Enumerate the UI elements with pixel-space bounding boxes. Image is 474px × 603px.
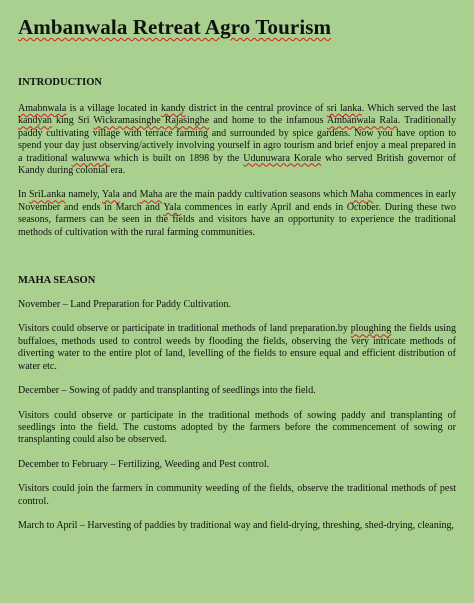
flagged-word: Ambanwala Rala: [327, 115, 398, 127]
intro-paragraph-2: [18, 189, 456, 239]
text-run: is a village located in: [66, 103, 161, 114]
text-run: who served British governor of Kandy during colonial era.: [18, 152, 456, 177]
flagged-word: Maha: [139, 189, 163, 201]
flagged-word: Maha: [350, 189, 374, 201]
text-run: In: [18, 189, 29, 201]
maha-item-december-desc: [18, 410, 456, 447]
text-run: and: [119, 189, 140, 201]
flagged-word: Amabnwala: [18, 103, 67, 114]
text-run: December – Sowing of paddy and transplanting of seedlings into the field.: [18, 385, 316, 397]
introduction-heading: INTRODUCTION: [18, 77, 103, 88]
text-run: commences in early November and ends in March and: [18, 189, 456, 213]
flagged-word: sri lanka: [326, 103, 362, 114]
title-text: Ambanwala Retreat Agro Tourism: [18, 15, 332, 39]
flagged-word: SriLanka: [29, 189, 66, 201]
maha-season-heading: MAHA SEASON: [18, 275, 96, 287]
flagged-word: waluwwa: [71, 152, 110, 164]
maha-item-dec-feb-desc: [18, 483, 456, 508]
text-run: and home to the infamous: [209, 115, 328, 127]
flagged-word: Yala: [163, 201, 182, 213]
text-run: . Which served the last: [361, 103, 456, 114]
text-run: . Traditionally paddy cultivating village with terrace farming and surrounded by spice gardens. Now you have option to spend your day just observing/actively involving yourself in agro tourism and brief enjoy a meal prepared in a traditional: [18, 115, 456, 164]
flagged-word: Yala: [101, 189, 120, 201]
flagged-word: ploughing: [350, 323, 392, 335]
text-run: Visitors could observe or participate in traditional methods of land preparation.by: [18, 323, 351, 335]
flagged-word: Udunuwara Korale: [243, 152, 322, 164]
text-run: December to February – Fertilizing, Weeding and Pest control.: [18, 458, 270, 470]
flagged-word: Wickramasinghe Rajasinghe: [93, 115, 210, 127]
maha-item-mar-apr: [18, 520, 456, 532]
document-title: [18, 0, 456, 40]
maha-item-dec-feb: [18, 459, 456, 471]
intro-paragraph-1: [18, 103, 456, 177]
maha-item-december: [18, 385, 456, 397]
text-run: king Sri: [51, 115, 94, 127]
text-run: the fields using buffaloes, methods used to control weeds by flooding the fields, observing the very intricate methods of diverting water to the entire plot of land, levelling of the fields to ensure equal and efficient distribution of water etc.: [18, 323, 456, 372]
maha-item-november-desc: [18, 323, 456, 373]
text-run: Visitors could observe or participate in the traditional methods of sowing paddy and transplanting of seedlings into the field. The customs adopted by the farmers before the commencement of sowing or transplanting could also be observed.: [18, 409, 456, 446]
text-run: Visitors could join the farmers in community weeding of the fields, observe the traditional methods of pest control.: [18, 483, 456, 507]
text-run: March to April – Harvesting of paddies by traditional way and field-drying, threshing, shed-drying, cleaning,: [18, 519, 455, 531]
text-run: district in the central province of: [185, 103, 327, 114]
text-run: namely,: [65, 189, 102, 201]
flagged-word: kandyan: [18, 115, 52, 127]
text-run: are the main paddy cultivation seasons which: [162, 189, 351, 201]
maha-item-november: [18, 299, 456, 311]
text-run: which is built on 1898 by the: [109, 152, 244, 164]
text-run: commences in early April and ends in October. During these two seasons, farmers can be seen in the fields and visitors have an opportunity to experience the traditional methods of cultivation with the rural farming communities.: [18, 201, 456, 238]
text-run: November – Land Preparation for Paddy Cultivation.: [18, 299, 232, 311]
flagged-word: kandy: [161, 103, 186, 114]
